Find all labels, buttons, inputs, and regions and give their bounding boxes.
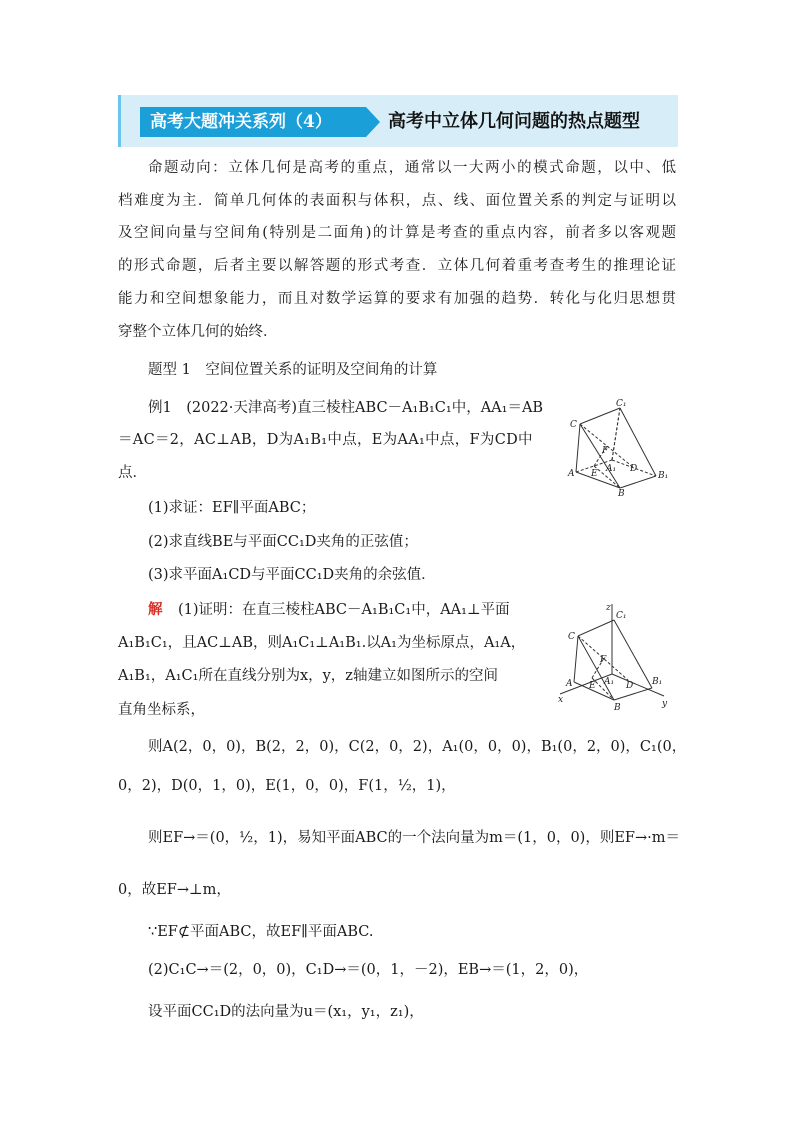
solution-line: A₁B₁C₁，且AC⊥AB，则A₁C₁⊥A₁B₁.以A₁为坐标原点，A₁A， [118, 635, 526, 651]
edge-CB [578, 636, 614, 700]
normal-vector-line: 设平面CC₁D的法向量为u＝(x₁，y₁，z₁)， [148, 1004, 424, 1020]
coords-line: 0，2)，D(0，1，0)，E(1，0，0)，F(1，½，1)， [118, 778, 456, 794]
header-left-bar [118, 95, 121, 147]
coords-line: 则A(2，0，0)，B(2，2，0)，C(2，0，2)，A₁(0，0，0)，B₁(0，2，0)，C₁(0， [148, 739, 687, 755]
ef-vector-line: 0，故EF→⊥m， [118, 882, 231, 898]
ef-vector-line: 则EF→＝(0，½，1)，易知平面ABC的一个法向量为m＝(1，0，0)，则EF→·m＝ [148, 830, 680, 846]
label-C: C [570, 420, 577, 430]
series-label: 高考大题冲关系列（4） [140, 107, 366, 137]
intro-line: 及空间向量与空间角(特别是二面角)的计算是考查的重点内容，前者多以客观题 [118, 225, 676, 241]
label-D: D [626, 681, 634, 691]
label-A: A [566, 679, 573, 689]
label-D: D [630, 464, 638, 474]
edge-CC1 [578, 620, 614, 636]
label-F: F [600, 655, 607, 665]
label-B: B [614, 703, 621, 712]
label-x: x [558, 695, 564, 705]
prism-figure [562, 396, 674, 496]
example-line: 例1 (2022·天津高考)直三棱柱ABC－A₁B₁C₁中，AA₁＝AB [148, 400, 544, 416]
header-banner [118, 95, 678, 147]
coordinate-figure [556, 602, 674, 712]
segment-A1C1 [612, 408, 620, 460]
label-A1: A₁ [604, 677, 615, 687]
label-C: C [568, 632, 575, 642]
edge-C1B1 [620, 408, 656, 476]
edge-CA [576, 424, 580, 472]
label-C1: C₁ [616, 611, 627, 621]
solution-line: A₁B₁，A₁C₁所在直线分别为x，y，z轴建立如图所示的空间 [118, 668, 498, 684]
label-B1: B₁ [652, 677, 663, 687]
solution-line: 直角坐标系， [118, 702, 205, 718]
question-2: (2)求直线BE与平面CC₁D夹角的正弦值； [148, 534, 418, 550]
label-F: F [602, 446, 609, 456]
section-heading: 题型 1 空间位置关系的证明及空间角的计算 [148, 362, 438, 378]
label-A: A [568, 469, 575, 479]
label-B: B [618, 489, 625, 496]
edge-CC1 [580, 408, 620, 424]
question-3: (3)求平面A₁CD与平面CC₁D夹角的余弦值． [148, 567, 436, 583]
page-title: 高考中立体几何问题的热点题型 [388, 111, 640, 132]
intro-line: 穿整个立体几何的始终． [118, 324, 278, 340]
arrow-icon [366, 107, 380, 137]
label-z: z [606, 603, 611, 613]
part2-line: (2)C₁C→＝(2，0，0)，C₁D→＝(0，1，－2)，EB→＝(1，2，0)， [148, 962, 589, 978]
solution-line: (1)证明：在直三棱柱ABC－A₁B₁C₁中，AA₁⊥平面 [178, 602, 510, 618]
intro-line: 的形式命题，后者主要以解答题的形式考查．立体几何着重考查考生的推理论证 [118, 258, 676, 274]
label-E: E [589, 681, 596, 691]
label-B1: B₁ [658, 471, 669, 481]
label-E: E [591, 469, 598, 479]
edge-AB [576, 472, 620, 488]
intro-line: 档难度为主．简单几何体的表面积与体积，点、线、面位置关系的判定与证明以 [118, 193, 676, 209]
label-A1: A₁ [606, 464, 617, 474]
intro-line: 能力和空间想象能力，而且对数学运算的要求有加强的趋势．转化与化归思想贯 [118, 291, 676, 307]
conclusion-line: ∵EF⊄平面ABC，故EF∥平面ABC. [148, 924, 374, 940]
example-line: ＝AC＝2，AC⊥AB，D为A₁B₁中点，E为AA₁中点，F为CD中 [118, 432, 533, 448]
edge-BB1 [620, 476, 656, 488]
example-line: 点． [118, 465, 147, 481]
intro-line: 命题动向：立体几何是高考的重点，通常以一大两小的模式命题，以中、低 [148, 160, 676, 176]
edge-CA [574, 636, 578, 682]
label-C1: C₁ [616, 399, 627, 409]
solution-label: 解 [148, 601, 163, 618]
question-1: (1)求证：EF∥平面ABC； [148, 500, 316, 516]
label-y: y [662, 699, 668, 709]
